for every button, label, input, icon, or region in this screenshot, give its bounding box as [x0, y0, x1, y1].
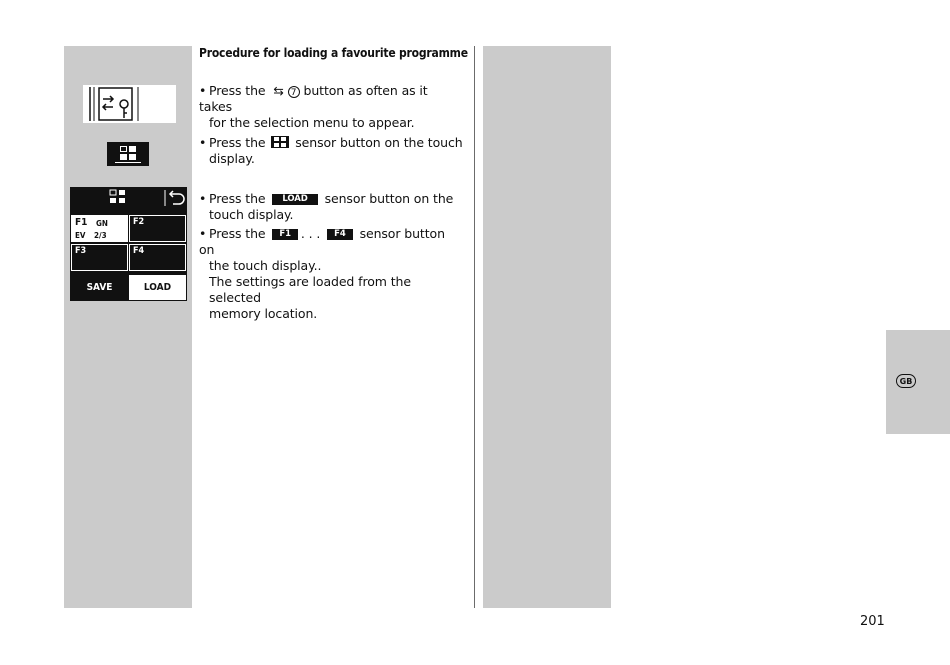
language-badge: GB — [896, 374, 916, 388]
step-text: touch display. — [209, 207, 294, 222]
button-icon — [83, 85, 176, 123]
step-2: • Press the sensor button on the touch display. — [199, 135, 463, 166]
step-text: the touch display.. — [209, 258, 322, 273]
step-text: The settings are loaded from the selected — [209, 274, 411, 305]
f1-label: F1 — [75, 217, 88, 228]
step-text: memory location. — [209, 306, 318, 321]
step-text: Press the — [209, 226, 266, 241]
f1-chip: F1 — [272, 229, 298, 240]
step-text: Press the — [209, 191, 266, 206]
section-heading: Procedure for loading a favourite programme — [199, 46, 468, 60]
f4-label: F4 — [130, 245, 185, 257]
f1-ev-label: EV — [75, 231, 86, 240]
touch-display-illustration — [70, 187, 187, 301]
switch-arrows-icon: ⇆ — [273, 83, 284, 98]
step-text: sensor button on — [199, 226, 445, 257]
step-text: for the selection menu to appear. — [209, 115, 415, 130]
button-number-icon: 7 — [288, 86, 300, 98]
touch-topbar — [70, 187, 187, 209]
language-tab — [886, 330, 950, 434]
f3-label: F3 — [72, 245, 127, 257]
load-chip: LOAD — [272, 194, 317, 205]
step-text: Press the — [209, 135, 266, 150]
step-text: sensor button on the touch — [295, 135, 463, 150]
menu-sensor-illustration — [107, 142, 149, 166]
left-illustration-column — [64, 46, 192, 608]
save-sensor: SAVE — [86, 282, 113, 293]
f4-slot — [129, 244, 186, 271]
step-text: Press the — [209, 83, 266, 98]
step-dots: . . . — [300, 226, 321, 241]
menu-square-icon — [120, 146, 127, 152]
f2-label: F2 — [130, 216, 185, 228]
step-text: button as often as it takes — [199, 83, 428, 114]
menu-square-icon — [129, 154, 136, 160]
f4-chip: F4 — [327, 229, 353, 240]
step-3: • Press the LOAD sensor button on the touch display. — [199, 191, 464, 223]
f1-ev-value: 2/3 — [94, 231, 107, 240]
load-sensor: LOAD — [129, 275, 186, 300]
step-1: • Press the ⇆ 7 button as often as it takes for the selection menu to appear. — [199, 83, 464, 131]
menu-square-icon — [129, 146, 136, 152]
right-margin-column — [483, 46, 611, 608]
step-4: • Press the F1 . . . F4 sensor button on the touch display.. The settings are loaded from the selected memory location. — [199, 226, 464, 322]
step-text: display. — [209, 151, 255, 166]
step-text: sensor button on the — [324, 191, 454, 206]
menu-square-icon — [120, 154, 127, 160]
page-number: 201 — [860, 614, 885, 629]
column-divider — [474, 46, 475, 608]
menu-icon — [271, 136, 289, 148]
f3-slot — [71, 244, 128, 271]
selection-button-illustration — [83, 85, 176, 123]
f1-gn-label: GN — [96, 219, 108, 228]
f2-slot — [129, 215, 186, 242]
f1-slot — [71, 215, 128, 242]
